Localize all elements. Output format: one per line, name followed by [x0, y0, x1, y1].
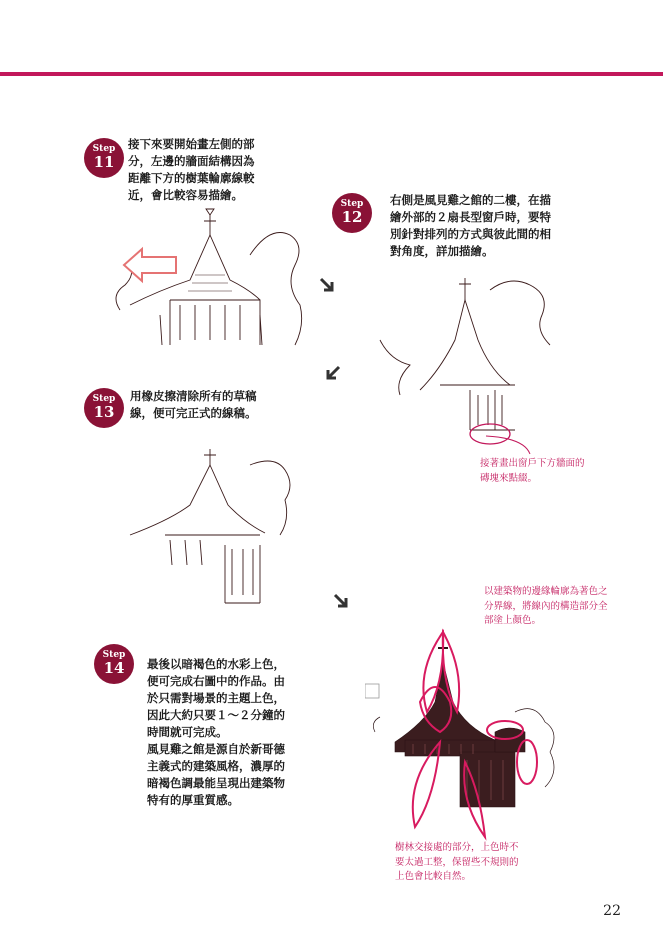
step-badge-13	[84, 388, 124, 428]
text-line: 近，會比較容易描繪。	[128, 188, 243, 202]
step-label: Step	[340, 199, 364, 209]
text-line: 因此大約只要１～２分鐘的	[147, 708, 285, 722]
arrow-down-right-icon	[332, 592, 352, 612]
arrow-down-left-icon	[322, 364, 342, 384]
text-line: 時間就可完成。	[147, 725, 228, 739]
step-13-text	[130, 388, 257, 422]
text-line: 別針對排列的方式與彼此間的相	[390, 227, 551, 241]
text-line: 距離下方的樹葉輪廓線較	[128, 171, 255, 185]
step-11-text	[128, 136, 255, 204]
step-badge-14	[94, 644, 134, 684]
text-line: 線，便可完正式的線稿。	[130, 406, 257, 420]
text-line: 右側是風見雞之館的二樓，在描	[390, 193, 551, 207]
text-line: 最後以暗褐色的水彩上色，	[147, 657, 285, 671]
arrow-down-right-icon	[318, 276, 338, 296]
text-line: 繪外部的２扇長型窗戶時，要特	[390, 210, 551, 224]
step-number: 11	[93, 153, 115, 171]
step-label: Step	[92, 394, 116, 404]
text-line: 風見雞之館是源自於新哥德	[147, 742, 285, 756]
note-line: 以建築物的邊緣輪廓為著色之	[484, 586, 608, 597]
painted-illustration	[365, 612, 590, 842]
text-line: 用橡皮擦清除所有的草稿	[130, 389, 257, 403]
note-line: 部塗上顏色。	[484, 615, 542, 626]
step-label: Step	[92, 144, 116, 154]
step-number: 14	[103, 659, 125, 677]
note-line: 要太過工整，保留些不規則的	[395, 856, 519, 868]
step-badge-12	[332, 193, 372, 233]
text-line: 便可完成右圖中的作品。由	[147, 674, 285, 688]
step-14-text	[147, 656, 285, 809]
note-line: 接著畫出窗戶下方牆面的	[480, 458, 585, 469]
note-line: 分界線，將線內的構造部分全	[484, 600, 608, 612]
top-rule	[0, 72, 663, 76]
note-line: 上色會比較自然。	[395, 871, 472, 882]
step-label: Step	[102, 650, 126, 660]
text-line: 暗褐色調最能呈現出建築物	[147, 776, 285, 790]
step-badge-11	[84, 138, 124, 178]
step-number: 12	[341, 208, 363, 226]
note-trees	[395, 841, 519, 885]
note-brick	[480, 457, 585, 486]
text-line: 於只需對場景的主題上色，	[147, 691, 285, 705]
seal-stamp-icon	[365, 684, 379, 698]
page-number: 22	[603, 903, 621, 919]
text-line: 分，左邊的牆面結構因為	[128, 154, 255, 168]
note-line: 磚塊來點綴。	[480, 472, 538, 484]
left-arrow-icon	[120, 245, 180, 285]
sketch-step-13	[110, 445, 310, 615]
sketch-step-12	[370, 270, 570, 450]
note-line: 樹林交接處的部分，上色時不	[395, 842, 519, 853]
text-line: 主義式的建築風格，濃厚的	[147, 759, 285, 773]
step-number: 13	[93, 403, 115, 421]
step-12-text	[390, 192, 551, 260]
text-line: 特有的厚重質感。	[147, 793, 239, 807]
text-line: 接下來要開始畫左側的部	[128, 137, 255, 151]
text-line: 對角度，詳加描繪。	[390, 244, 494, 258]
